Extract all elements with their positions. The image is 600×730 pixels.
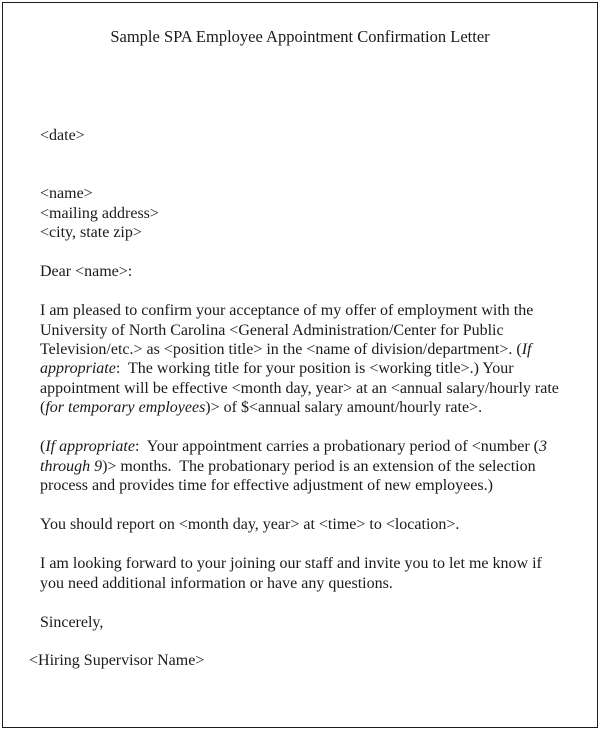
letter-title: Sample SPA Employee Appointment Confirmation Letter <box>110 27 490 46</box>
recipient-address-block <box>40 184 560 242</box>
p2-if-appropriate-italic: If appropriate <box>45 438 135 456</box>
p1-seg1: I am pleased to confirm your acceptance of my offer of employment with the University of North Carolina <General Administration/Center for Public Television/etc.> as <position title> in the <name of division/department>. ( <box>40 302 538 359</box>
p2-seg3: : Your appointment carries a probationary period of <number ( <box>134 438 539 456</box>
paragraph-report-instructions: You should report on <month day, year> at <time> to <location>. <box>40 516 460 534</box>
paragraph-looking-forward: I am looking forward to your joining our staff and invite you to let me know if you need additional information or have any questions. <box>40 555 546 592</box>
hiring-supervisor-signature: <Hiring Supervisor Name> <box>29 652 205 670</box>
recipient-city-state-zip: <city, state zip> <box>40 223 142 241</box>
p2-three-through-nine-italic: 3 through 9 <box>40 438 551 475</box>
date-placeholder: <date> <box>40 127 85 144</box>
p1-seg3: : The working title for your position is <working title>.) Your appointment will be effective <month day, year> at an <annual salary/hourly rate ( <box>40 360 563 416</box>
recipient-mailing-address: <mailing address> <box>40 204 159 222</box>
paragraph-employment-offer <box>40 301 563 417</box>
paragraph-probationary-period <box>40 437 560 495</box>
p2-seg1: ( <box>40 438 46 456</box>
recipient-name: <name> <box>40 185 93 203</box>
p1-if-appropriate-italic: If appropriate <box>40 341 536 378</box>
p1-seg5: )> of $<annual salary amount/hourly rate>. <box>205 398 483 416</box>
p2-seg5: )> months. The probationary period is an extension of the selection process and provides time for effective adjustment of new employees.) <box>40 457 540 494</box>
salutation: Dear <name>: <box>40 263 133 281</box>
closing: Sincerely, <box>40 614 104 632</box>
p1-temporary-employees-italic: for temporary employees <box>45 398 206 416</box>
